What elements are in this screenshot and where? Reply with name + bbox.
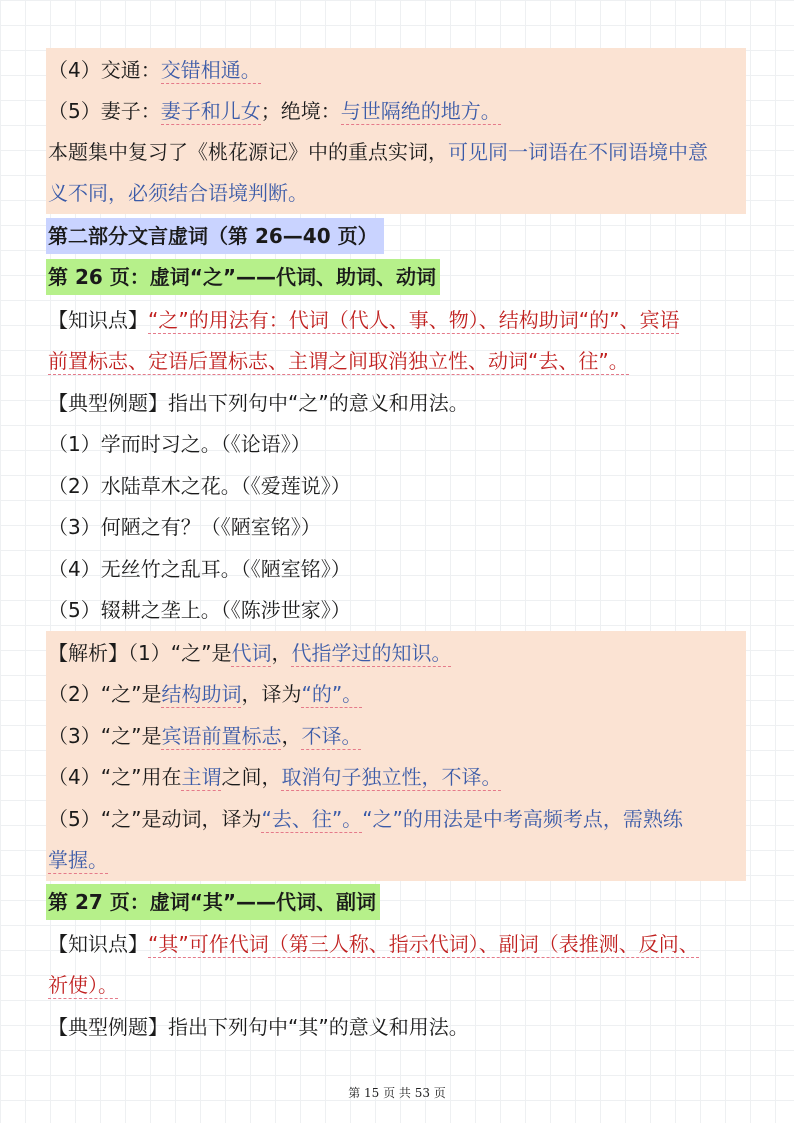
question-2: （2）水陆草木之花。（《爱莲说》） — [48, 474, 351, 498]
knowledge-line-1: 【知识点】“之”的用法有：代词（代人、事、物）、结构助词“的”、宾语 — [48, 308, 680, 332]
knowledge-p27-line-2: 祈使）。 — [48, 973, 118, 997]
knowledge-p27-line-1: 【知识点】“其”可作代词（第三人称、指示代词）、副词（表推测、反问、 — [48, 932, 699, 956]
analysis-4: （4）“之”用在主谓之间，取消句子独立性，不译。 — [48, 765, 502, 789]
summary-line-2: 义不同，必须结合语境判断。 — [48, 181, 308, 205]
summary-line-1: 本题集中复习了《桃花源记》中的重点实词，可见同一词语在不同语境中意 — [48, 140, 708, 164]
question-3: （3）何陋之有？（《陋室铭》） — [48, 515, 321, 539]
analysis-2: （2）“之”是结构助词，译为“的”。 — [48, 682, 363, 706]
analysis-5: （5）“之”是动词，译为“去、往”。“之”的用法是中考高频考点，需熟练 — [48, 807, 683, 831]
knowledge-line-2: 前置标志、定语后置标志、主谓之间取消独立性、动词“去、往”。 — [48, 349, 629, 373]
page-footer: 第 15 页 共 53 页 — [348, 1086, 446, 1100]
answer-item-4: （4）交通：交错相通。 — [48, 58, 261, 82]
section-heading-p27: 第 27 页：虚词“其”——代词、副词 — [46, 884, 380, 920]
question-1: （1）学而时习之。（《论语》） — [48, 432, 311, 456]
analysis-3: （3）“之”是宾语前置标志，不译。 — [48, 724, 362, 748]
section-heading-p26: 第 26 页：虚词“之”——代词、助词、动词 — [46, 259, 440, 295]
question-5: （5）辍耕之垄上。（《陈涉世家》） — [48, 598, 351, 622]
example-line: 【典型例题】指出下列句中“之”的意义和用法。 — [48, 391, 469, 415]
part-heading: 第二部分文言虚词（第 26—40 页） — [46, 218, 384, 254]
question-4: （4）无丝竹之乱耳。（《陋室铭》） — [48, 557, 351, 581]
example-p27-line: 【典型例题】指出下列句中“其”的意义和用法。 — [48, 1015, 469, 1039]
analysis-5-cont: 掌握。 — [48, 848, 108, 872]
answer-item-5: （5）妻子：妻子和儿女；绝境：与世隔绝的地方。 — [48, 99, 501, 123]
analysis-1: 【解析】（1）“之”是代词，代指学过的知识。 — [48, 641, 452, 665]
